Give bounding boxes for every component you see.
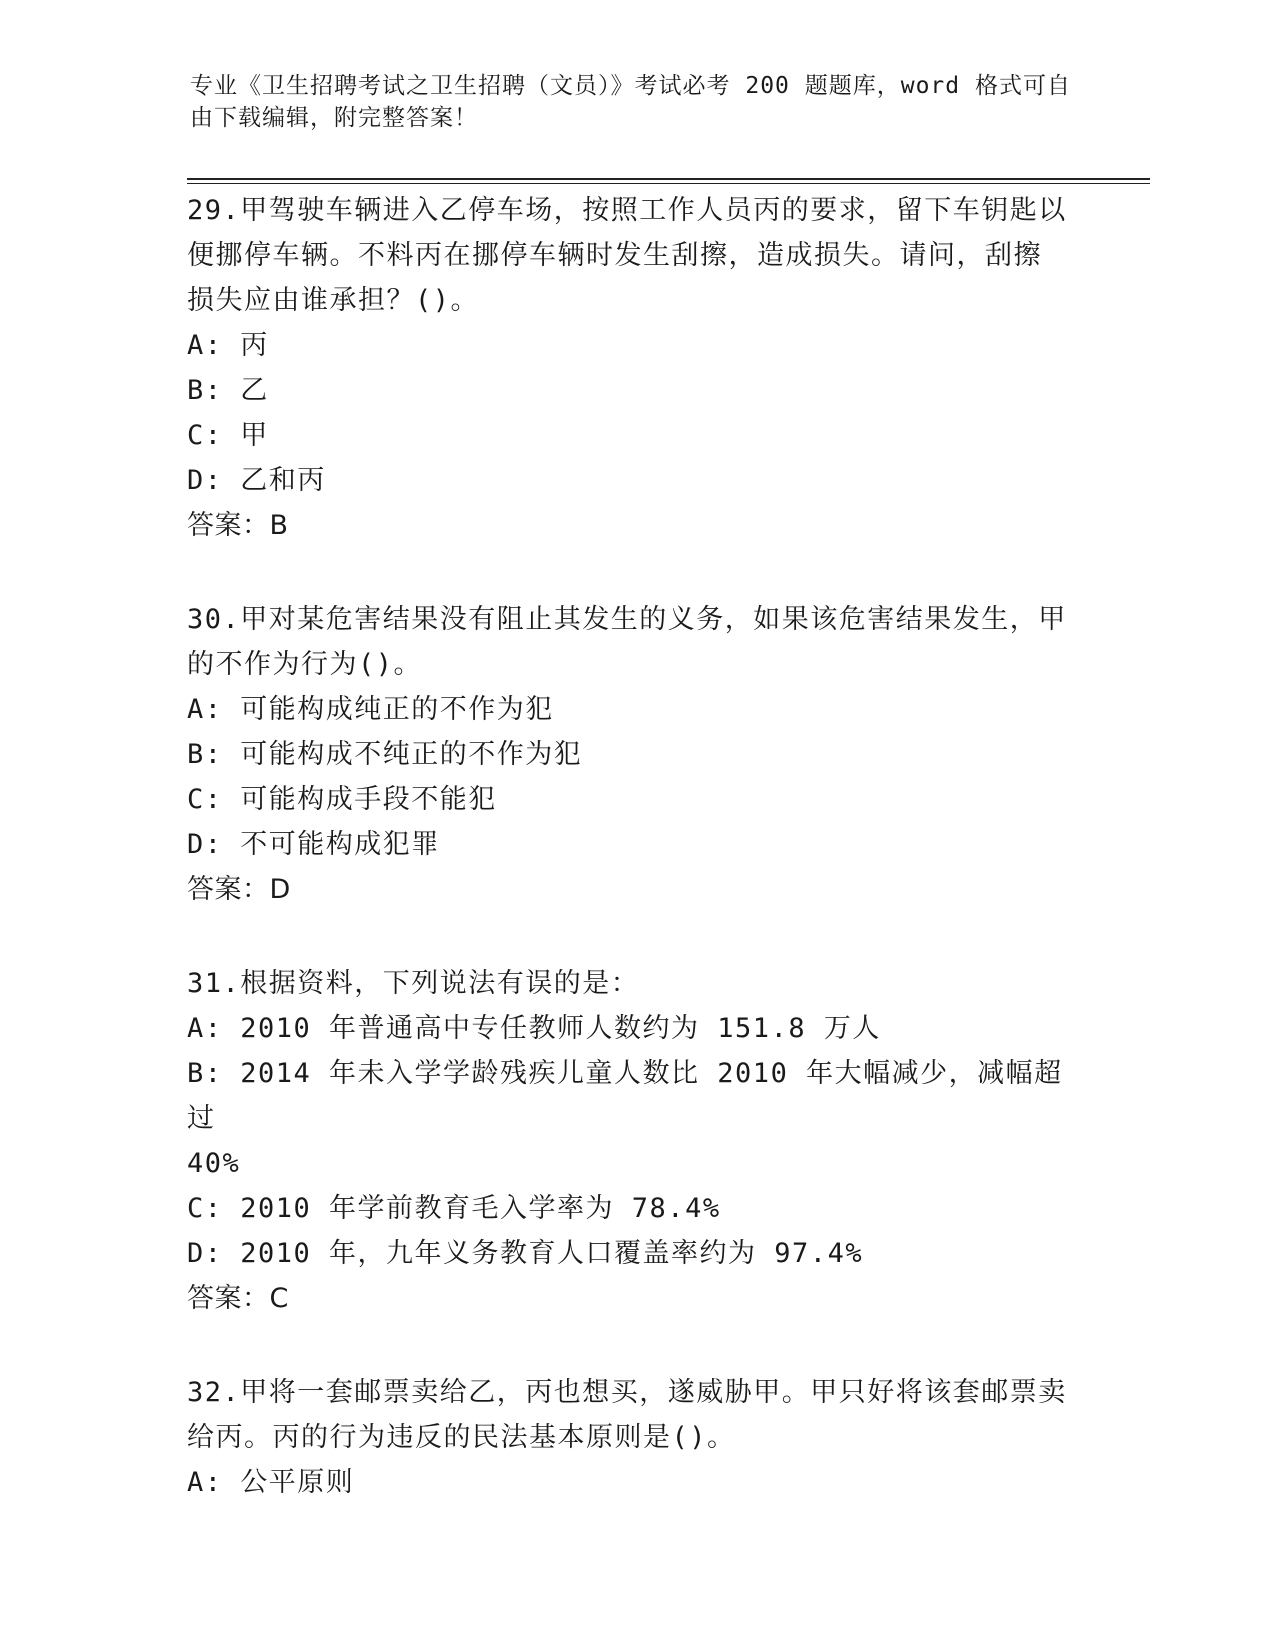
- question-line: 31.根据资料，下列说法有误的是：: [187, 968, 640, 999]
- question-line: 给丙。丙的行为违反的民法基本原则是()。: [187, 1422, 736, 1453]
- option-c: C: 2010 年学前教育毛入学率为 78.4%: [187, 1193, 721, 1224]
- option-b: B: 2014 年未入学学龄残疾儿童人数比 2010 年大幅减少，减幅超过: [187, 1058, 1063, 1134]
- option-a: A: 丙: [187, 330, 269, 361]
- answer-line: 答案：D: [187, 874, 291, 905]
- question-line: 的不作为行为()。: [187, 649, 423, 680]
- document-header: [190, 70, 1090, 134]
- option-b: B: 可能构成不纯正的不作为犯: [187, 739, 583, 770]
- question-text: [187, 188, 1087, 323]
- question-line: 损失应由谁承担？()。: [187, 285, 480, 316]
- question-line: 32.甲将一套邮票卖给乙，丙也想买，遂威胁甲。甲只好将该套邮票卖: [187, 1377, 1067, 1408]
- question-item: [187, 961, 1087, 1322]
- header-divider: [187, 178, 1150, 184]
- option-d: D: 乙和丙: [187, 465, 326, 496]
- question-item: [187, 597, 1087, 913]
- question-list: [187, 188, 1087, 1553]
- option-c: C: 可能构成手段不能犯: [187, 784, 497, 815]
- question-line: 30.甲对某危害结果没有阻止其发生的义务，如果该危害结果发生，甲: [187, 604, 1067, 635]
- question-text: [187, 597, 1087, 687]
- option-d: D: 不可能构成犯罪: [187, 829, 440, 860]
- option-a: A: 2010 年普通高中专任教师人数约为 151.8 万人: [187, 1013, 881, 1044]
- option-a: A: 公平原则: [187, 1467, 355, 1498]
- option-c: C: 甲: [187, 420, 269, 451]
- header-line: 由下载编辑，附完整答案！: [190, 105, 478, 131]
- option-d: D: 2010 年，九年义务教育人口覆盖率约为 97.4%: [187, 1238, 864, 1269]
- option-b: B: 乙: [187, 375, 269, 406]
- option-a: A: 可能构成纯正的不作为犯: [187, 694, 554, 725]
- question-text: [187, 1370, 1087, 1460]
- option-b-continued: 40%: [187, 1148, 241, 1179]
- question-item: [187, 1370, 1087, 1505]
- answer-line: 答案：B: [187, 510, 289, 541]
- question-item: [187, 188, 1087, 549]
- question-text: [187, 961, 1087, 1006]
- answer-line: 答案：C: [187, 1283, 289, 1314]
- header-line: 专业《卫生招聘考试之卫生招聘（文员）》考试必考 200 题题库，word 格式可自: [190, 73, 1071, 99]
- question-line: 29.甲驾驶车辆进入乙停车场，按照工作人员丙的要求，留下车钥匙以: [187, 195, 1067, 226]
- question-line: 便挪停车辆。不料丙在挪停车辆时发生刮擦，造成损失。请问，刮擦: [187, 240, 1042, 271]
